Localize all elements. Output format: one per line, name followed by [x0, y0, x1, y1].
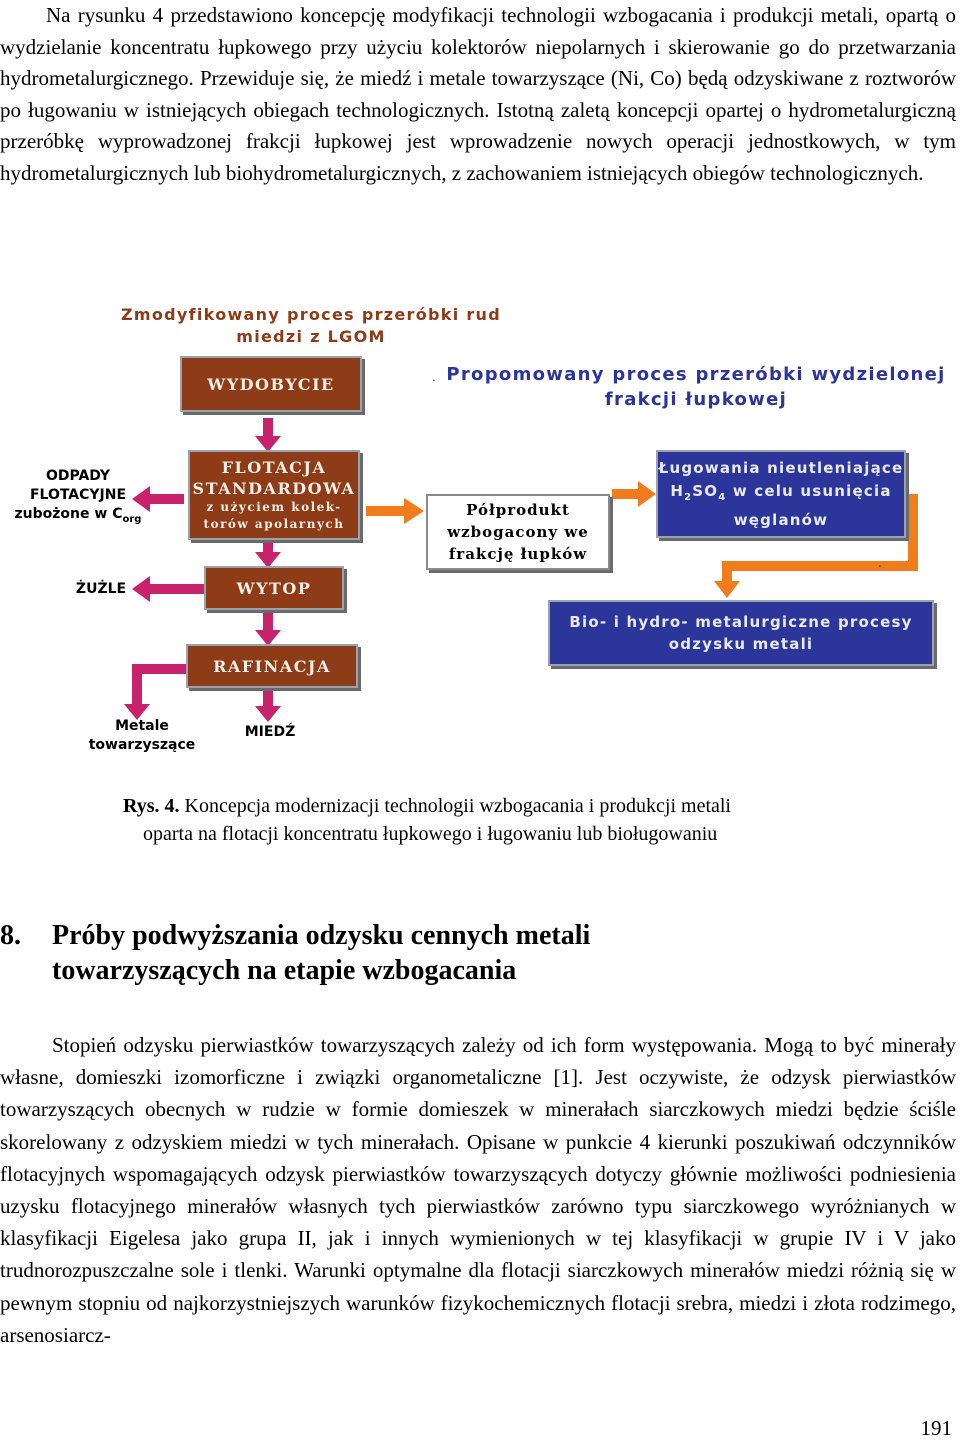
- arrow-wytop-zuzle: [132, 576, 204, 602]
- arrow-polprodukt-lugowania: [612, 481, 656, 507]
- odpady-line3: zubożone w C: [14, 506, 123, 522]
- odpady-line3-wrap: [14, 506, 142, 525]
- flotacja-box: [188, 450, 360, 540]
- wydobycie-box: [180, 356, 362, 412]
- arrow-wydobycie-flotacja: [255, 418, 281, 452]
- caption-line1: Koncepcja modernizacji technologii wzbogacania i produkcji metali: [179, 795, 731, 817]
- left-process-title: [118, 304, 504, 348]
- wytop-label: WYTOP: [236, 578, 312, 598]
- arrow-rafinacja-miedz: [255, 686, 281, 722]
- section-title-line2: towarzyszących na etapie wzbogacania: [52, 955, 517, 986]
- right-process-title: [444, 362, 948, 412]
- miedz-text: MIEDŹ: [244, 724, 296, 740]
- bio-line2: odzysku metali: [668, 635, 814, 653]
- flotacja-line1: FLOTACJA: [221, 458, 327, 477]
- wydobycie-label: WYDOBYCIE: [207, 374, 335, 394]
- arrow-flotacja-wytop: [255, 542, 281, 568]
- miedz-label: [232, 723, 308, 742]
- polprodukt-line3: frakcję łupków: [448, 545, 588, 563]
- polprodukt-line1: Półprodukt: [466, 501, 570, 519]
- rafinacja-box: [186, 644, 358, 688]
- odpady-line2: FLOTACYJNE: [29, 487, 127, 503]
- caption-line2: oparta na flotacji koncentratu łupkowego i ługowaniu lub bioługowaniu: [143, 823, 718, 845]
- odpady-line1: ODPADY: [45, 468, 111, 484]
- metale-label: [76, 717, 208, 755]
- metale-line1: Metale: [115, 718, 169, 734]
- wytop-box: [204, 566, 344, 610]
- formula-sub2: 2: [684, 491, 693, 503]
- stray-dot: .: [432, 370, 436, 384]
- rafinacja-label: RAFINACJA: [213, 656, 331, 676]
- section-number: 8.: [0, 920, 21, 951]
- process-diagram: [0, 290, 960, 770]
- lugowania-rest: w celu usunięcia: [726, 481, 892, 500]
- flotacja-line4: torów apolarnych: [203, 517, 345, 531]
- body-paragraph: Stopień odzysku pierwiastków towarzyszących zależy od ich form występowania. Mogą to być minerały własne, domieszki izomorficzne i związki organometaliczne [1]. Jest oczywiste, że odzysk pierwiastków towarzyszących obecnych w rudzie w formie domieszek w minerałach siarczkowych miedzi będzie ściśle skorelowany z odzyskiem miedzi w tych minerałach. Opisane w punkcie 4 kierunki poszukiwań odczynników flotacyjnych wspomagających odzysk pierwiastków towarzyszących dotyczy głównie możliwości podniesienia uzysku flotacyjnego minerałów własnych tych pierwiastków zarówno typu siarczkowego wyróżnianych w klasyfikacji Eigelesa jako grupa II, jak i innych wymienionych w tej klasyfikacji w grupie IV i V jako trudnorozpuszczalne sole i tlenki. Warunki optymalne dla flotacji siarczkowych minerałów miedzi różnią się w pewnym stopniu od najkorzystniejszych warunków fizykochemicznych flotacji srebra, miedzi i złota rodzimego, arsenosiarcz-: [0, 1033, 956, 1347]
- figure-caption: [123, 792, 883, 848]
- bio-hydro-box: [548, 600, 934, 666]
- polprodukt-box: [426, 494, 610, 570]
- formula-h: H: [670, 481, 685, 500]
- arrow-flotacja-polprodukt: [366, 498, 424, 524]
- lugowania-line3: węglanów: [733, 510, 829, 529]
- right-title-line1: Propomowany proces przeróbki wydzielonej: [446, 364, 946, 385]
- lugowania-box: [656, 450, 906, 538]
- left-title-line1: Zmodyfikowany proces przeróbki rud: [120, 305, 501, 324]
- section-title-line1: Próby podwyższania odzysku cennych metali: [52, 920, 591, 951]
- flotacja-line2: STANDARDOWA: [192, 479, 356, 498]
- formula-so: SO: [692, 481, 719, 500]
- zuzle-text: ŻUŻLE: [75, 581, 127, 597]
- zuzle-label: [60, 580, 142, 599]
- lugowania-line1: Ługowania nieutleniające: [658, 458, 904, 477]
- bio-line1: Bio- i hydro- metalurgiczne procesy: [569, 613, 913, 631]
- arrow-wytop-rafinacja: [255, 612, 281, 646]
- flotacja-line3: z użyciem kolek-: [206, 500, 342, 514]
- polprodukt-line2: wzbogacony we: [447, 523, 589, 541]
- arrow-rafinacja-metale: [124, 664, 188, 720]
- formula-sub4: 4: [718, 491, 727, 503]
- stray-dot-2: .: [878, 556, 882, 570]
- metale-line2: towarzyszące: [88, 737, 196, 753]
- odpady-label: [4, 467, 152, 529]
- intro-paragraph: Na rysunku 4 przedstawiono koncepcję modyfikacji technologii wzbogacania i produkcji metali, opartą o wydzielanie koncentratu łupkowego przy użyciu kolektorów niepolarnych i skierowanie go do przetwarzania hydrometalurgicznego. Przewiduje się, że miedź i metale towarzyszące (Ni, Co) będą odzyskiwane z roztworów po ługowaniu w istniejących obiegach technologicznych. Istotną zaletą koncepcji opartej o hydrometalurgiczną przeróbkę wyprowadzonej frakcji łupkowej jest wprowadzenie nowych operacji jednostkowych, w tym hydrometalurgicznych lub biohydrometalurgicznych, z zachowaniem istniejących obiegów technologicznych.: [0, 3, 956, 185]
- section-heading: [0, 918, 590, 988]
- page-number: 191: [920, 1416, 952, 1440]
- lugowania-line2: [670, 480, 891, 509]
- caption-number: Rys. 4.: [123, 795, 180, 817]
- right-title-line2: frakcji łupkowej: [604, 389, 788, 410]
- odpady-sub: org: [122, 513, 142, 525]
- left-title-line2: miedzi z LGOM: [236, 327, 386, 346]
